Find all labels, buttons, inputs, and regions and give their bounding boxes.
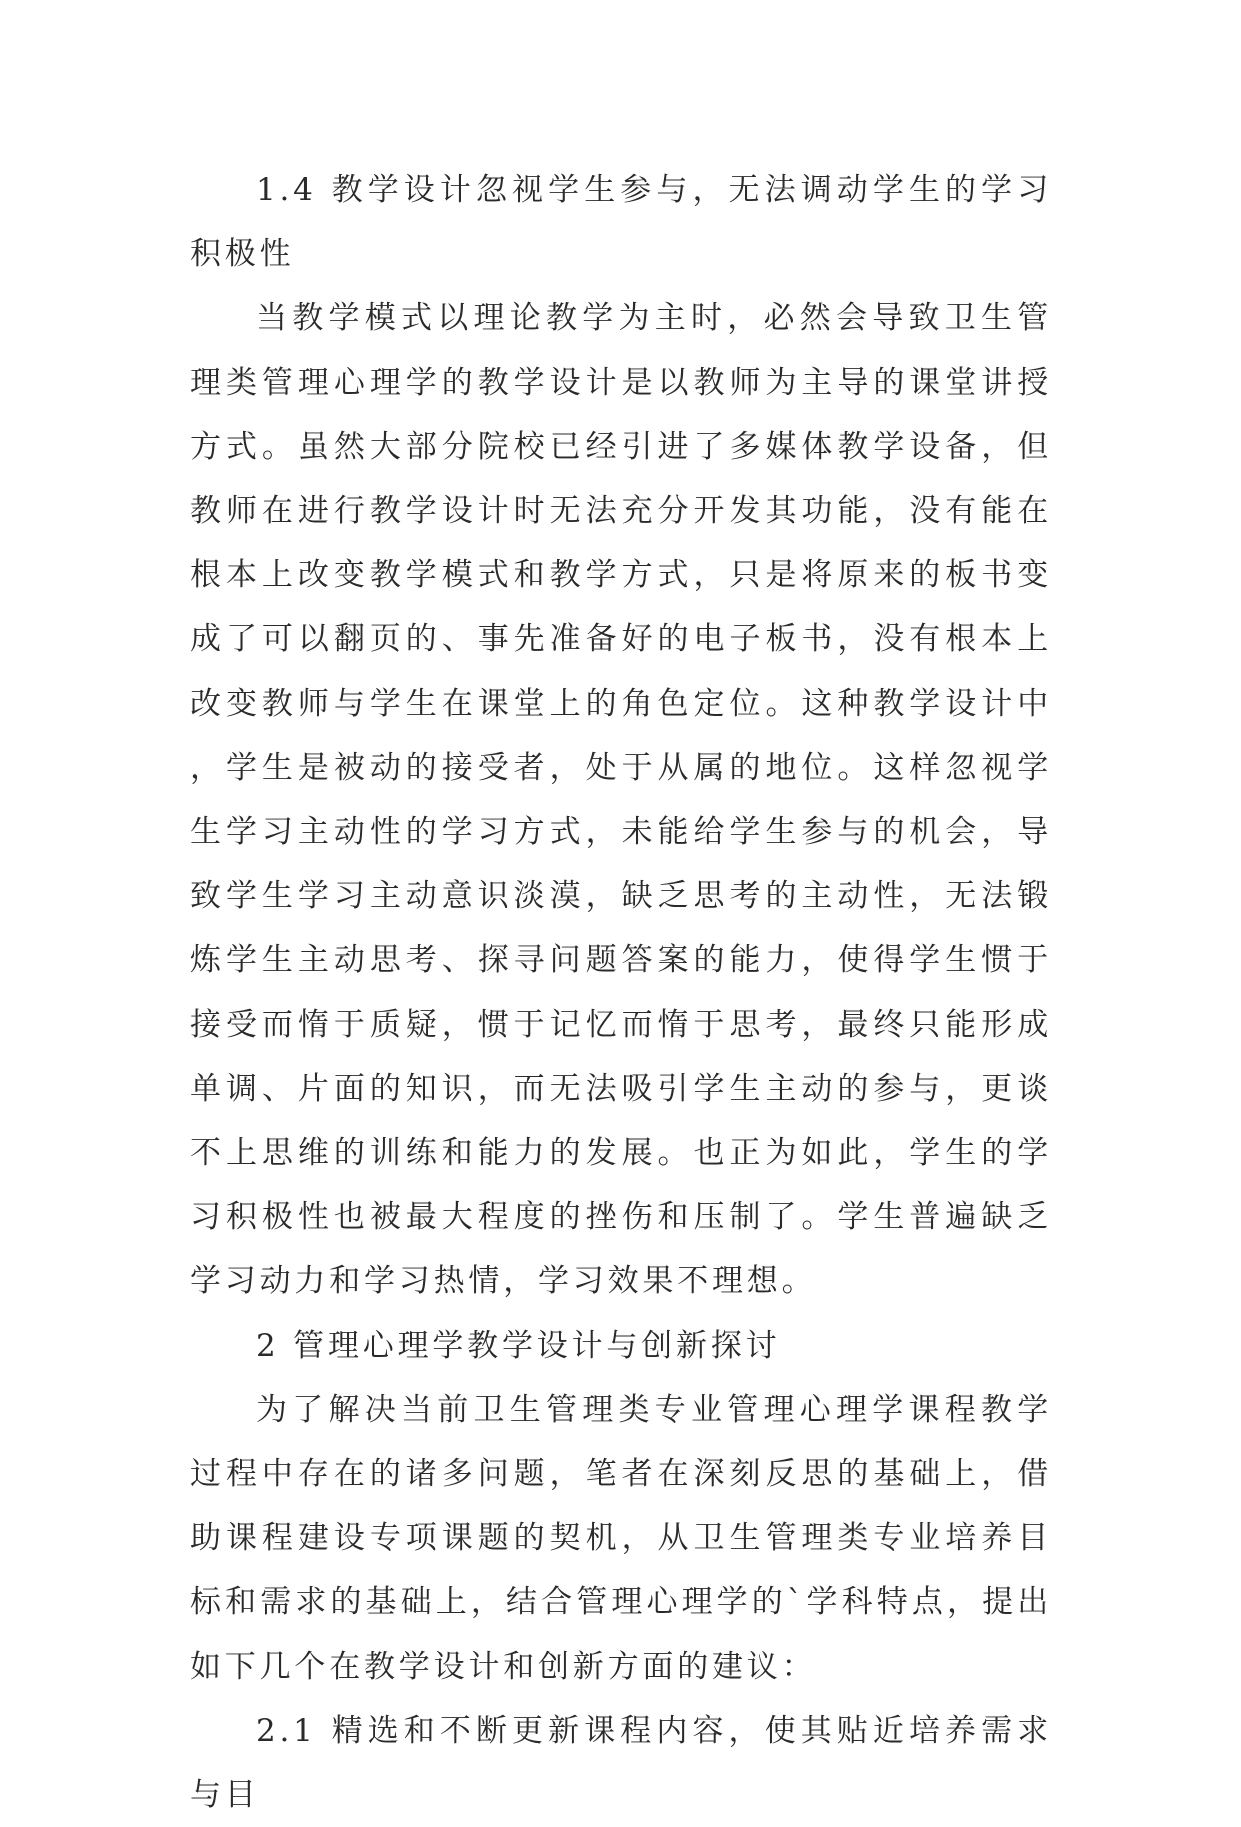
section-heading-2: 2 管理心理学教学设计与创新探讨 bbox=[256, 1327, 781, 1364]
section-heading-1-4: 1.4 教学设计忽视学生参与，无法调动学生的学习积极性 bbox=[190, 172, 1052, 273]
document-body bbox=[190, 158, 1052, 1827]
section-heading-2-1: 2.1 精选和不断更新课程内容，使其贴近培养需求与目 bbox=[190, 1712, 1052, 1814]
body-paragraph: 当教学模式以理论教学为主时，必然会导致卫生管理类管理心理学的教学设计是以教师为主导的课堂讲授方式。虽然大部分院校已经引进了多媒体教学设备，但教师在进行教学设计时无法充分开发其功能，没有能在根本上改变教学模式和教学方式，只是将原来的板书变成了可以翻页的、事先准备好的电子板书，没有根本上改变教师与学生在课堂上的角色定位。这种教学设计中，学生是被动的接受者，处于从属的地位。这样忽视学生学习主动性的学习方式，未能给学生参与的机会，导致学生学习主动意识淡漠，缺乏思考的主动性，无法锻炼学生主动思考、探寻问题答案的能力，使得学生惯于接受而惰于质疑，惯于记忆而惰于思考，最终只能形成单调、片面的知识，而无法吸引学生主动的参与，更谈不上思维的训练和能力的发展。也正为如此，学生的学习积极性也被最大程度的挫伤和压制了。学生普遍缺乏学习动力和学习热情，学习效果不理想。 bbox=[190, 300, 1052, 1300]
body-paragraph: 为了解决当前卫生管理类专业管理心理学课程教学过程中存在的诸多问题，笔者在深刻反思的基础上，借助课程建设专项课题的契机，从卫生管理类专业培养目标和需求的基础上，结合管理心理学的`学科特点，提出如下几个在教学设计和创新方面的建议： bbox=[190, 1391, 1052, 1685]
